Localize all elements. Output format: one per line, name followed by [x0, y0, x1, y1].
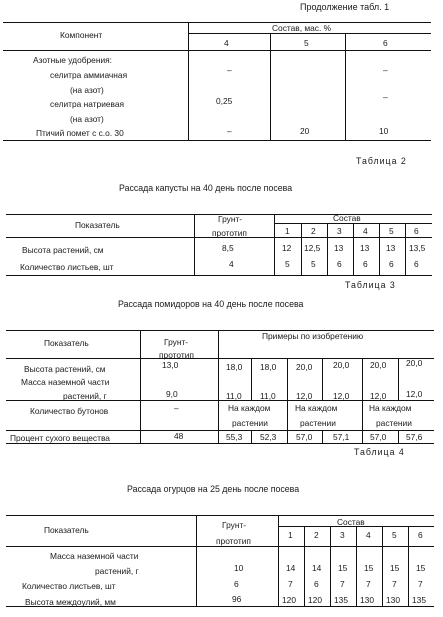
table4-cell: 6 [314, 579, 319, 589]
table3-col-divider [140, 330, 141, 443]
table2-cell: 6 [363, 259, 368, 269]
table4-header-rule [6, 546, 434, 547]
table1-cell: – [383, 65, 388, 75]
table2-cell: 13 [386, 243, 396, 253]
table4-col-divider [196, 515, 197, 606]
table4-top-rule [6, 515, 434, 516]
table4-col-divider [304, 526, 305, 606]
table3-row-label: Высота растений, см [24, 364, 106, 374]
table1-continuation: Продолжение табл. 1 [300, 2, 390, 12]
table2-header-indicator: Показатель [75, 220, 120, 230]
table1-row-label: (на азот) [70, 114, 104, 124]
table2-col-label: 3 [337, 226, 342, 236]
table3-cell: 11,0 [226, 391, 242, 401]
table4-control-cell: 10 [234, 563, 244, 573]
table2-col-label: 6 [414, 226, 419, 236]
table3-row-label: Процент сухого вещества [10, 433, 110, 443]
table2-header-control: прототип [212, 228, 247, 238]
table3-title: Рассада помидоров на 40 день после посева [118, 299, 304, 309]
table4-cell: 120 [308, 595, 322, 605]
table3-cell: 20,0 [333, 360, 350, 370]
table4-col-divider [408, 526, 409, 606]
table2-bottom-rule [6, 275, 432, 276]
table3-group-cell: растении [376, 418, 412, 428]
table4-cell: 120 [282, 595, 296, 605]
table3-cell: 55,3 [226, 432, 243, 442]
table1-cell: – [227, 126, 232, 136]
table4-header-composition: Состав [337, 517, 365, 527]
table3-cell: 12,0 [370, 391, 387, 401]
table1-col-divider [270, 33, 271, 140]
table2-col-label: 4 [363, 226, 368, 236]
table2-cell: 6 [414, 259, 419, 269]
table3-col-divider [398, 430, 399, 443]
table4-cell: 135 [412, 595, 426, 605]
table1-row-label: Азотные удобрения: [33, 55, 113, 65]
table3-row-label: Количество бутонов [30, 406, 109, 416]
table4-cell: 135 [334, 595, 348, 605]
table1-col-divider [188, 22, 189, 140]
table3-col-divider [251, 430, 252, 443]
table3-group-cell: На каждом [228, 403, 271, 413]
table3-col-divider [322, 430, 323, 443]
table4-col-divider [382, 526, 383, 606]
table2-cell: 5 [311, 259, 316, 269]
table3-cell: 20,0 [406, 358, 423, 368]
table4-label: Таблица 4 [354, 447, 405, 457]
table2-col-divider [379, 223, 380, 275]
table4-row-label: Масса наземной части [50, 551, 139, 561]
table2-cell: 5 [285, 259, 290, 269]
table4-cell: 14 [312, 563, 322, 573]
table4-cell: 130 [360, 595, 374, 605]
table1-row-label: селитра натриевая [50, 99, 125, 109]
table2-row-label: Высота растений, см [22, 245, 104, 255]
table4-cell: 7 [366, 579, 371, 589]
table4-col-label: 1 [288, 530, 293, 540]
table3-cell: 12,0 [333, 391, 350, 401]
table4-col-divider [278, 515, 279, 606]
table2-control-cell: 8,5 [222, 243, 234, 253]
table2-header-composition: Состав [333, 213, 361, 223]
table4-row-label: Высота междоулий, мм [25, 597, 116, 607]
table3-cell: 57,1 [333, 432, 350, 442]
table4-cell: 15 [338, 563, 348, 573]
table4-cell: 15 [390, 563, 400, 573]
table4-row-label: Количество листьев, шт [22, 581, 116, 591]
table1-cell: 0,25 [216, 96, 233, 106]
table4-header-control: Грунт- [222, 520, 247, 530]
table4-col-label: 6 [418, 530, 423, 540]
table1-cell: – [227, 65, 232, 75]
table3-cell: 18,0 [260, 362, 277, 372]
table1-header-component: Компонент [60, 30, 103, 40]
table2-title: Рассада капусты на 40 день после посева [119, 183, 293, 193]
table1-top-rule [3, 22, 431, 23]
table2-header-control: Грунт- [218, 214, 243, 224]
table2-cell: 6 [389, 259, 394, 269]
table3-cell: 12,0 [296, 391, 313, 401]
table3-col-divider [322, 358, 323, 400]
table4-control-cell: 6 [234, 579, 239, 589]
table1-cell: 10 [379, 126, 389, 136]
table3-col-divider [251, 358, 252, 400]
table4-header-indicator: Показатель [44, 525, 89, 535]
table2-label: Таблица 2 [356, 156, 407, 166]
table2-cell: 12,5 [304, 243, 321, 253]
table3-cell: 57,0 [296, 432, 313, 442]
table4-control-cell: 96 [232, 594, 242, 604]
table4-cell: 130 [386, 595, 400, 605]
table2-col-label: 1 [285, 226, 290, 236]
table1-col-label: 5 [304, 38, 309, 48]
table3-group-cell: На каждом [295, 403, 338, 413]
table2-col-label: 5 [389, 226, 394, 236]
table2-col-label: 2 [311, 226, 316, 236]
table4-cell: 7 [418, 579, 423, 589]
table2-col-divider [301, 223, 302, 275]
table3-group-cell: На каждом [369, 403, 412, 413]
table3-cell: 57,0 [370, 432, 387, 442]
table3-cell: 12,0 [406, 389, 423, 399]
table3-cell: 18,0 [226, 362, 243, 372]
table3-cell: 20,0 [370, 360, 387, 370]
table3-header-examples: Примеры по изобретению [262, 331, 364, 341]
table1-col-label: 4 [224, 38, 229, 48]
table1-subheader-rule [188, 33, 431, 34]
table2-cell: 13 [334, 243, 344, 253]
table4-title: Рассада огурцов на 25 день после посева [127, 484, 300, 494]
table3-row-label: растений, г [63, 391, 107, 401]
table4-col-divider [356, 526, 357, 606]
table4-col-label: 3 [340, 530, 345, 540]
table3-rule [6, 430, 434, 431]
table3-header-control: прототип [159, 350, 194, 360]
table4-cell: 15 [416, 563, 426, 573]
table3-cell: 20,0 [296, 362, 313, 372]
table2-col-divider [353, 223, 354, 275]
table4-col-label: 5 [392, 530, 397, 540]
table1-row-label: (на азот) [70, 85, 104, 95]
table1-header-rule [3, 50, 431, 51]
table3-col-divider [362, 358, 363, 443]
table2-control-cell: 4 [229, 259, 234, 269]
table1-col-label: 6 [383, 38, 388, 48]
table2-cell: 13 [360, 243, 370, 253]
table4-cell: 7 [340, 579, 345, 589]
table3-bottom-rule [6, 443, 434, 444]
table1-cell: – [383, 92, 388, 102]
table1-header-composition: Состав, мас. % [272, 23, 332, 33]
table3-control-cell: 9,0 [166, 389, 178, 399]
table3-label: Таблица 3 [345, 280, 396, 290]
table3-row-label: Масса наземной части [21, 377, 110, 387]
table3-col-divider [398, 358, 399, 400]
table4-col-divider [330, 526, 331, 606]
table1-row-label: Птичий помет с с.о. 30 [36, 128, 124, 138]
table2-cell: 13,5 [409, 243, 426, 253]
table1-col-divider [345, 33, 346, 140]
table4-cell: 7 [288, 579, 293, 589]
table3-col-divider [287, 358, 288, 443]
table3-cell: 57,6 [406, 432, 423, 442]
table4-header-control: прототип [216, 536, 251, 546]
table2-col-divider [327, 223, 328, 275]
table2-col-divider [194, 214, 195, 275]
table3-header-rule [6, 358, 434, 359]
table3-top-rule [6, 330, 434, 331]
table2-col-divider [405, 223, 406, 275]
table2-cell: 6 [337, 259, 342, 269]
table3-group-cell: растении [232, 418, 268, 428]
table4-cell: 15 [364, 563, 374, 573]
table4-col-label: 4 [366, 530, 371, 540]
table1-cell: 20 [300, 126, 310, 136]
table3-header-indicator: Показатель [44, 338, 89, 348]
table3-col-divider [218, 330, 219, 443]
table3-cell: 11,0 [260, 391, 276, 401]
table3-cell: 52,3 [260, 432, 277, 442]
table1-bottom-rule [3, 140, 431, 141]
table4-row-label: растений, г [95, 566, 139, 576]
table2-col-divider [274, 214, 275, 275]
table3-group-cell: растении [300, 418, 336, 428]
table4-col-label: 2 [314, 530, 319, 540]
table3-header-control: Грунт- [164, 337, 189, 347]
table3-control-cell: 13,0 [162, 360, 179, 370]
table2-cell: 12 [282, 243, 292, 253]
table4-cell: 14 [286, 563, 296, 573]
table4-cell: 7 [392, 579, 397, 589]
table2-row-label: Количество листьев, шт [20, 262, 114, 272]
table3-control-cell: – [174, 403, 179, 413]
table3-control-cell: 48 [174, 431, 184, 441]
table1-row-label: селитра аммиачная [50, 70, 128, 80]
